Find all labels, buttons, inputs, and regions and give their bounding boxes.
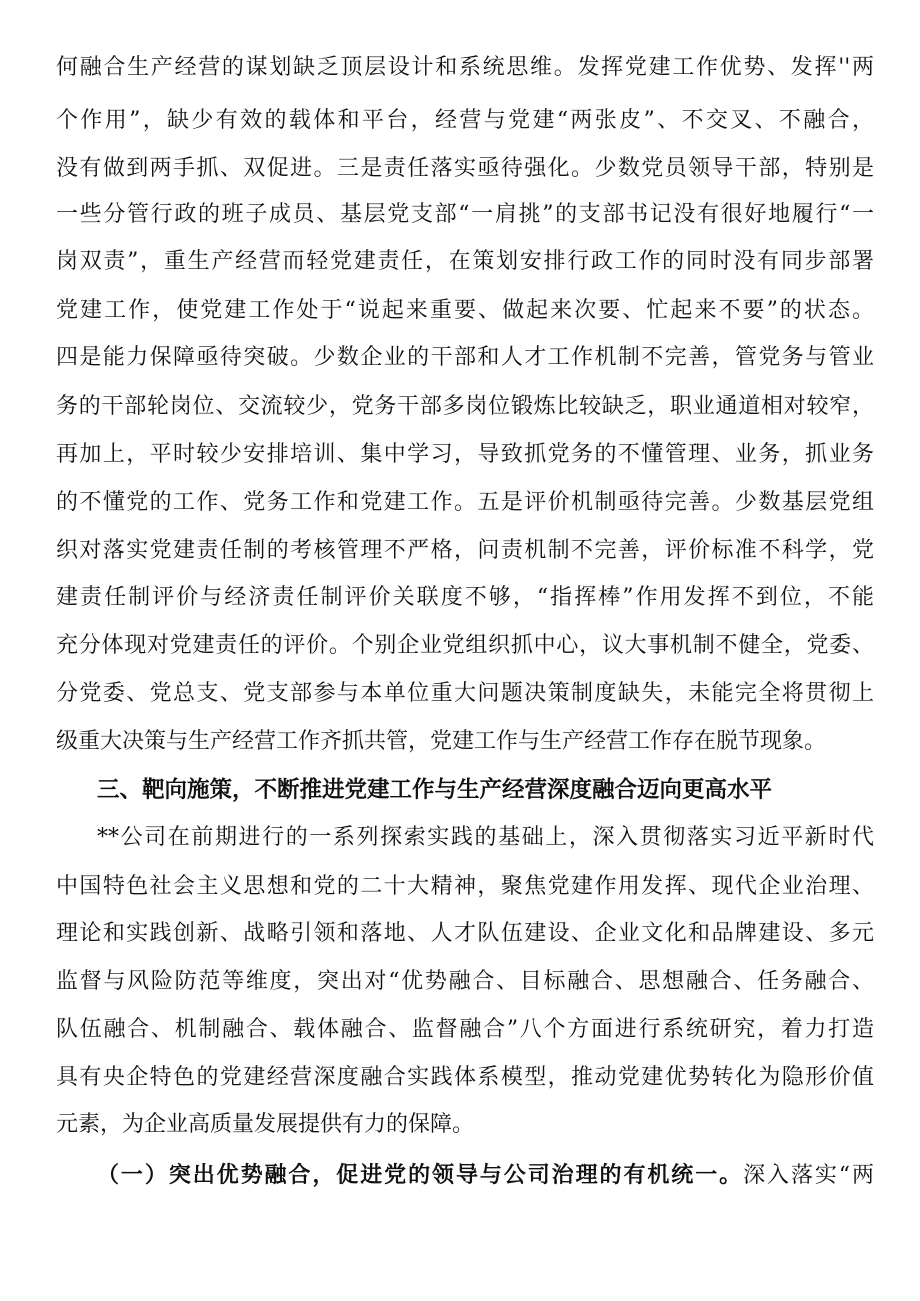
body-text-line: 岗双责”，重生产经营而轻党建责任，在策划安排行政工作的同时没有同步部署 — [56, 249, 874, 274]
body-text-line: 务的干部轮岗位、交流较少，党务干部多岗位锻炼比较缺乏，职业通道相对较窄， — [56, 394, 874, 419]
body-text-line: 理论和实践创新、战略引领和落地、人才队伍建设、企业文化和品牌建设、多元 — [56, 921, 874, 946]
body-text-line: 具有央企特色的党建经营深度融合实践体系模型，推动党建优势转化为隐形价值 — [56, 1065, 874, 1090]
body-text-line: 没有做到两手抓、双促进。三是责任落实亟待强化。少数党员领导干部，特别是 — [56, 156, 874, 181]
body-text-line: 监督与风险防范等维度，突出对“优势融合、目标融合、思想融合、任务融合、 — [56, 969, 874, 994]
body-text-line: 个作用”，缺少有效的载体和平台，经营与党建“两张皮”、不交叉、不融合， — [56, 108, 874, 133]
body-text-line: 充分体现对党建责任的评价。个别企业党组织抓中心，议大事机制不健全，党委、 — [56, 633, 874, 658]
subsection-line — [97, 1159, 874, 1191]
subsection-heading: （一）突出优势融合，促进党的领导与公司治理的有机统一。 — [97, 1162, 744, 1188]
body-text-line: 分党委、党总支、党支部参与本单位重大问题决策制度缺失，未能完全将贯彻上 — [56, 681, 874, 706]
body-text-line: 队伍融合、机制融合、载体融合、监督融合”八个方面进行系统研究，着力打造 — [56, 1017, 874, 1042]
body-text-line: 党建工作，使党建工作处于“说起来重要、做起来次要、忙起来不要”的状态。 — [56, 298, 874, 323]
body-text-line: 的不懂党的工作、党务工作和党建工作。五是评价机制亟待完善。少数基层党组 — [56, 490, 874, 515]
body-text-line: 元素，为企业高质量发展提供有力的保障。 — [56, 1112, 475, 1137]
section-heading: 三、靶向施策，不断推进党建工作与生产经营深度融合迈向更高水平 — [97, 777, 773, 803]
body-text-line: 一些分管行政的班子成员、基层党支部“一肩挑”的支部书记没有很好地履行“一 — [56, 202, 874, 227]
body-text-line: 建责任制评价与经济责任制评价关联度不够，“指挥棒”作用发挥不到位，不能 — [56, 585, 874, 610]
body-text-line: 织对落实党建责任制的考核管理不严格，问责机制不完善，评价标准不科学，党 — [56, 538, 874, 563]
body-text-run: 深入落实“两 — [743, 1163, 874, 1188]
body-text-line: 四是能力保障亟待突破。少数企业的干部和人才工作机制不完善，管党务与管业 — [56, 345, 874, 370]
body-text-line: 何融合生产经营的谋划缺乏顶层设计和系统思维。发挥党建工作优势、发挥''两 — [56, 55, 874, 80]
body-text-line: **公司在前期进行的一系列探索实践的基础上，深入贯彻落实习近平新时代 — [97, 825, 874, 850]
body-text-line: 中国特色社会主义思想和党的二十大精神，聚焦党建作用发挥、现代企业治理、 — [56, 874, 874, 899]
body-text-line: 级重大决策与生产经营工作齐抓共管，党建工作与生产经营工作存在脱节现象。 — [56, 729, 827, 754]
body-text-line: 再加上，平时较少安排培训、集中学习，导致抓党务的不懂管理、业务，抓业务 — [56, 442, 874, 467]
